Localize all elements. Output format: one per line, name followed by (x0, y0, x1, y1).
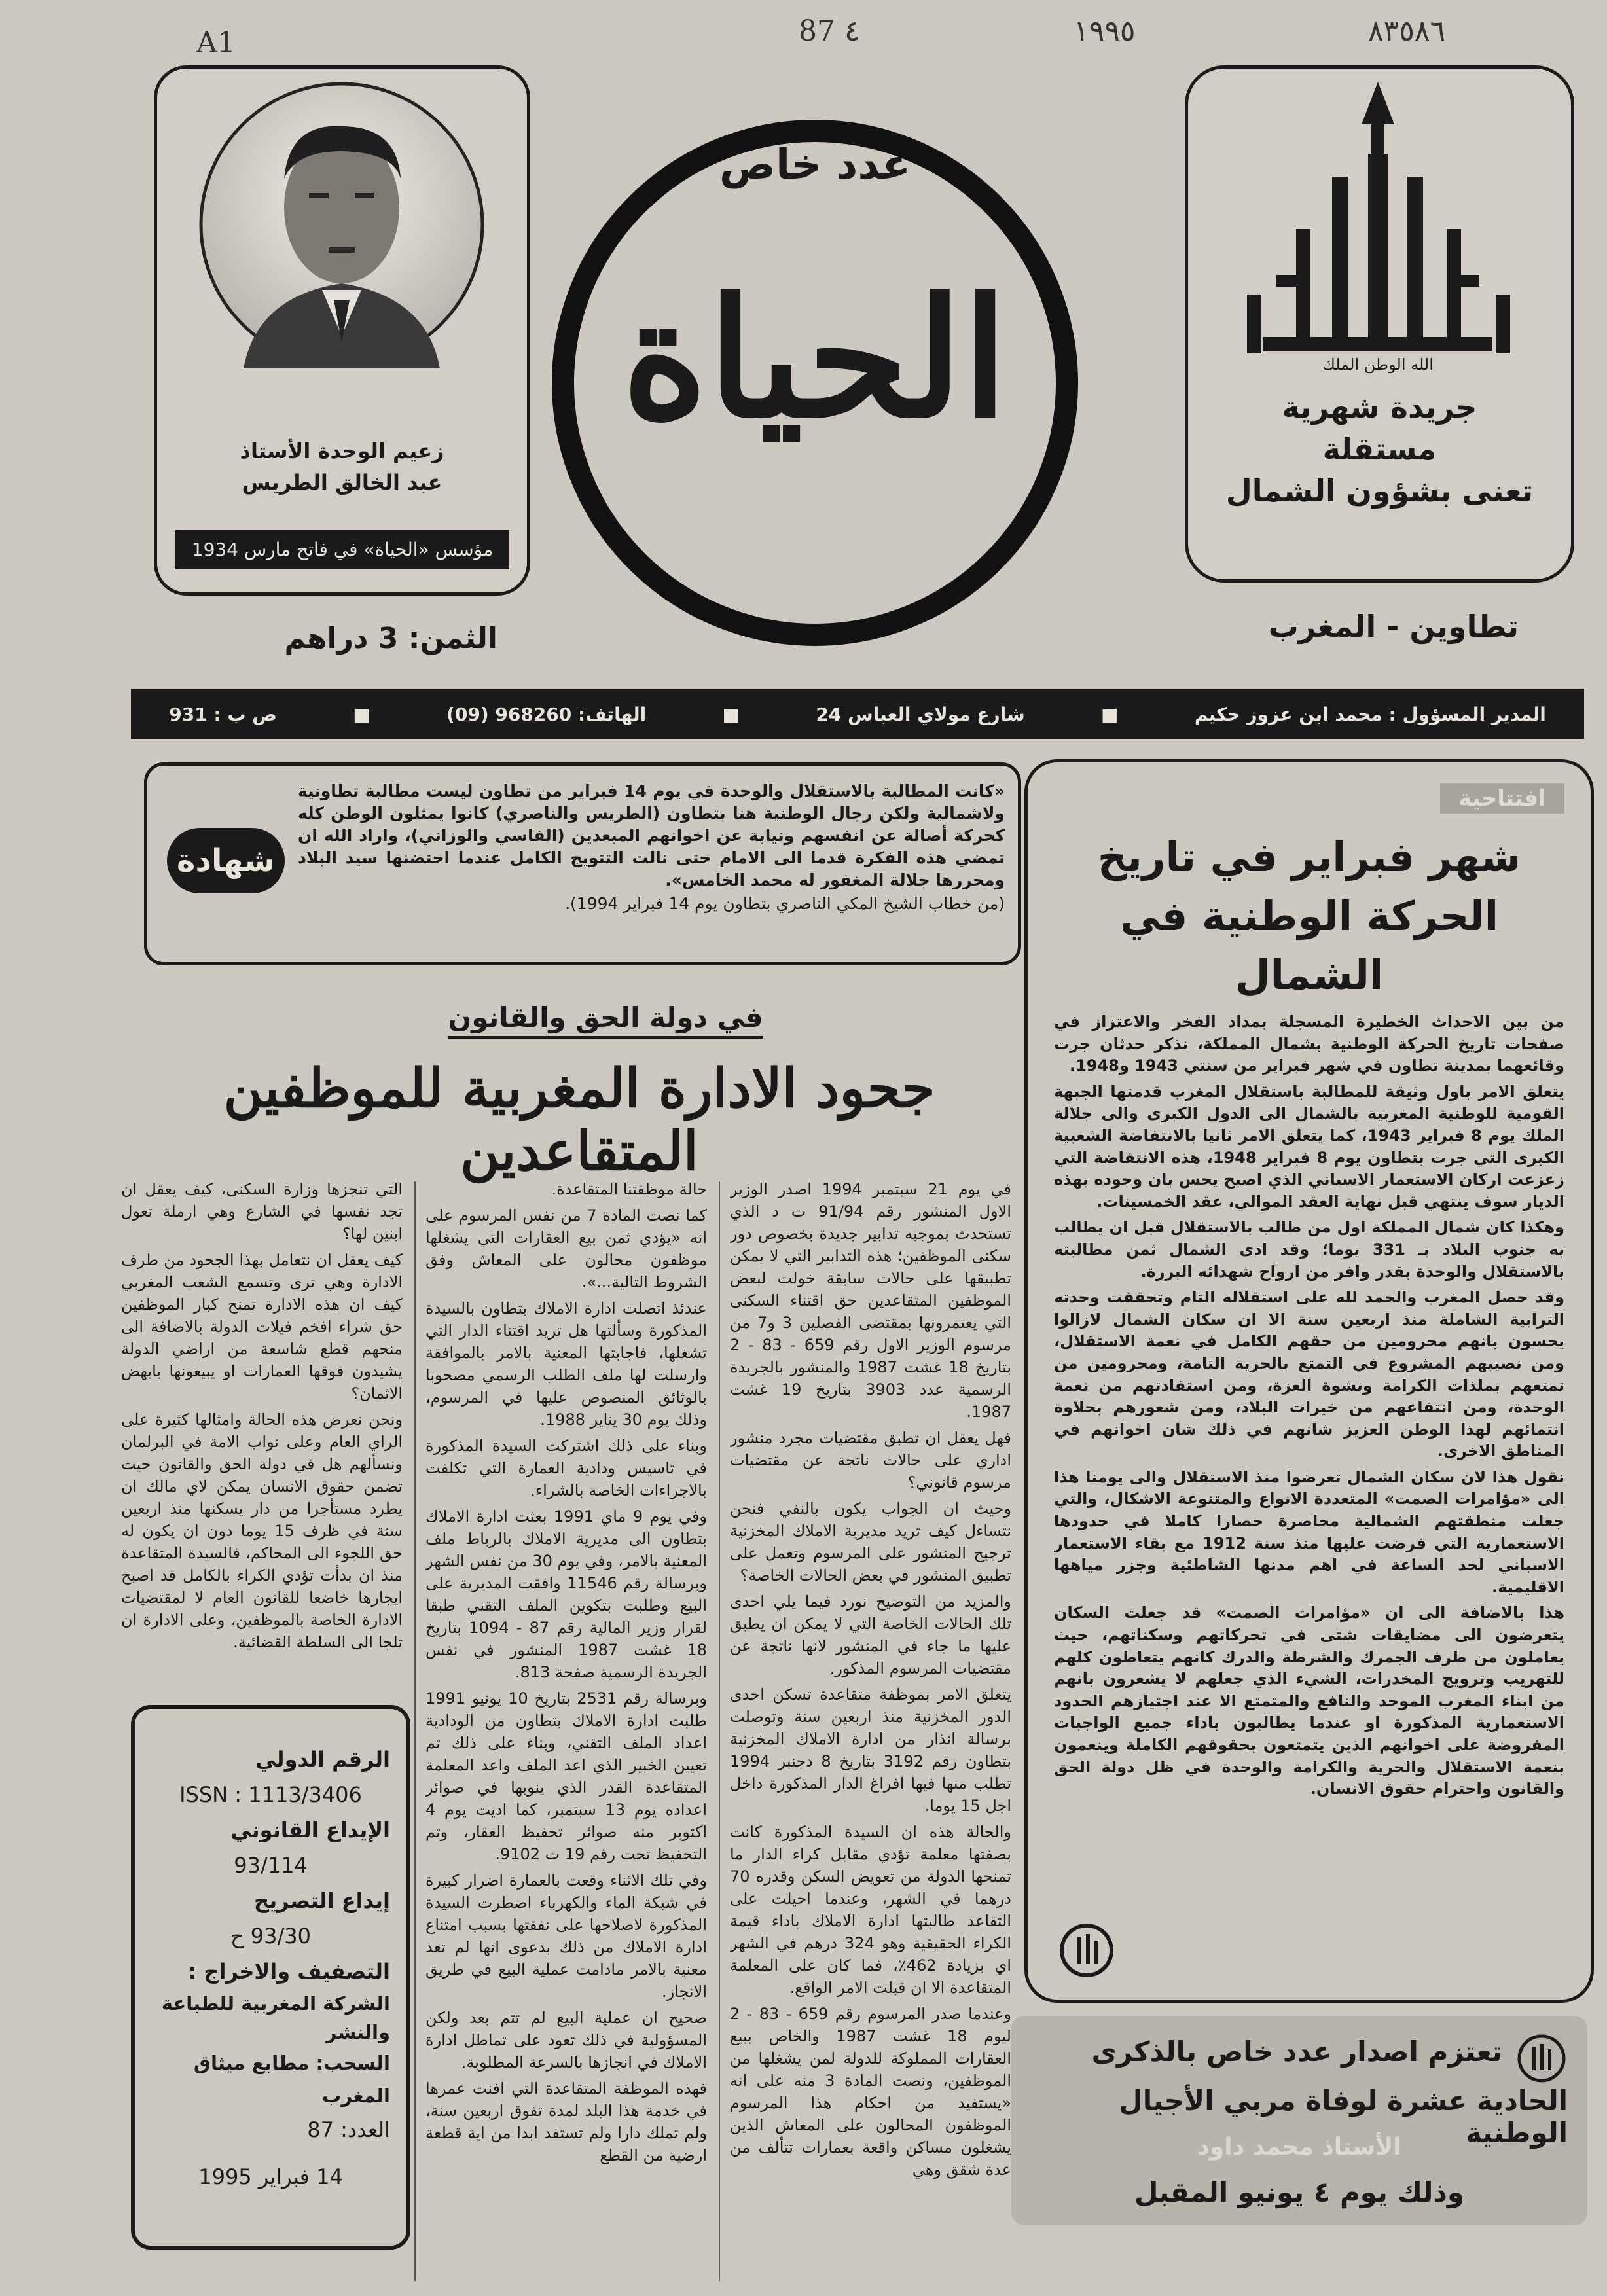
testimony-label: شهادة (167, 828, 285, 893)
editorial-paragraph: وقد حصل المغرب والحمد لله على استقلاله التام وتحققت وحدته الترابية الشاملة منذ اربعين سنة الا ان سكان الشمال لازالوا يحسون بانهم محرومين من حقهم الكامل في نعمة الاستقلال، ومن نصيبهم المشروع في التمتع بالحرية التامة، ومحرومين من تمتعهم بملذات الكرامة ونشوة العزة، ومن استفادتهم من نعمة الوحدة، ومن انتفاعهم من خيرات البلاد، ومن شعورهم بحلاوة انتمائهم لهذا الوطن العزيز شانهم في ذلك شان اخوانهم في المناطق الاخرى. (1054, 1288, 1564, 1461)
article-paragraph: التي تنجزها وزارة السكنى، كيف يعقل ان تجد نفسها في الشارع وهي ارملة تعول ابنين لها؟ (121, 1180, 403, 1243)
editorial-label: افتتاحية (1440, 783, 1564, 814)
imprint-issn-label: الرقم الدولي (255, 1747, 390, 1772)
imprint-permit: 93/30 ح (230, 1924, 312, 1948)
editorial-paragraph: وهكذا كان شمال المملكة اول من طالب بالاستقلال قبل ان يطالب به جنوب البلاد بـ 331 يوما؛ وقد ادى الشمال ثمن مطالبته بالاستقلال والوحدة بقدر وافر من ارواح شهدائه البررة. (1054, 1218, 1564, 1281)
article-paragraph: في يوم 21 سبتمبر 1994 اصدر الوزير الاول المنشور رقم 91/94 ت د الذي تستحدث بموجبه تدابير جديدة بخصوص دور سكنى الموظفين؛ هذه التدابير التي لا يمكن تطبيقها على حالات سابقة خولت لبعض الموظفين المتقاعدين حق اقتناء السكنى التي يعتمرونها بمقتضى الفصلين 3 و7 من مرسوم الوزير الاول رقم 659 - 83 - 2 بتاريخ 18 غشت 1987 والمنشور بالجريدة الرسمية عدد 3903 بتاريخ 19 غشت 1987. (730, 1180, 1011, 1421)
article-paragraph: عندئذ اتصلت ادارة الاملاك بتطاون بالسيدة المذكورة وسألتها هل تريد اقتناء الدار التي تشغلها، فاجابتها المعنية بالامر بالموافقة وارسلت لها ملف الطلب الرسمي مصحوبا بالوثائق المنصوص عليها في المرسوم، وذلك يوم 30 يناير 1988. (425, 1299, 707, 1429)
info-bullet: ■ (353, 703, 370, 725)
article-paragraph: وفي تلك الاثناء وقعت بالعمارة اضرار كبيرة في شبكة الماء والكهرباء اضطرت السيدة المذكورة لاصلاحها على نفقتها بسبب امتناع ادارة الاملاك من ذلك بدعوى انها لم تعد معنية بالامر مادامت عملية البيع في طريق الانجاز. (425, 1871, 707, 2001)
article-column-1 (730, 1178, 1011, 2284)
editorial-title-line2: الحركة الوطنية في الشمال (1120, 892, 1498, 999)
portrait-block (154, 65, 530, 596)
article-paragraph: وحيث ان الجواب يكون بالنفي فنحن نتساءل كيف تريد مديرية الاملاك المخزنية ترجيح المنشور على المرسوم وتعمل على تطبيق المنشور في بعض الحالات الخاصة؟ (730, 1499, 1011, 1585)
article-kicker-text: في دولة الحق والقانون (448, 1001, 763, 1039)
article-paragraph: يتعلق الامر بموظفة متقاعدة تسكن احدى الدور المخزنية منذ اربعين سنة وتوصلت برسالة انذار من ادارة الاملاك المخزنية بتطاون رقم 3192 بتاريخ 8 دجنبر 1994 تطلب منها فيها افراغ الدار المذكورة داخل اجل 15 يوما. (730, 1685, 1011, 1815)
imprint-legal-label: الإيداع القانوني (230, 1818, 390, 1842)
info-phone: الهاتف: 968260 (09) (446, 703, 647, 725)
article-column-3 (121, 1178, 403, 1676)
memorial-line2: الحادية عشرة لوفاة مربي الأجيال الوطنية (1119, 2085, 1568, 2149)
article-paragraph: والمزيد من التوضيح نورد فيما يلي احدى تلك الحالات الخاصة التي لا يمكن ان يطبق عليها ما جاء في المنشور لانها ناتجة عن مقتضيات المرسوم المذكور. (730, 1592, 1011, 1677)
testimony-box (144, 762, 1021, 965)
tagline-monthly: جريدة شهرية (1282, 389, 1477, 425)
article-headline: جحود الادارة المغربية للموظفين المتقاعدين (223, 1057, 935, 1183)
emblem-calligraphy-icon (1237, 79, 1519, 373)
portrait-caption-title: زعيم الوحدة الأستاذ (240, 439, 444, 463)
column-rule (719, 1181, 720, 2281)
editorial-paragraph: يتعلق الامر باول وثيقة للمطالبة باستقلال المغرب قدمتها الجبهة القومية للوطنية المغربية بالشمال الى الدول الكبرى والى جلالة الملك يوم 8 فبراير 1943، كما يتعلق الامر ثانيا بالانتفاضة الشعبية الكبرى التي جرت بتطاون يوم 8 فبراير 1948، هذه الانتفاضة التي زعزعت اركان الاستعمار الاسباني الذي اصبح يحس بان وجوده بهذه الديار سوف ينتهي قبل نهاية العقد الموالي، عقد الخمسينات. (1054, 1082, 1564, 1211)
article-column-2 (425, 1178, 707, 2284)
portrait-photo (198, 81, 486, 368)
article-paragraph: كيف يعقل ان نتعامل بهذا الجحود من طرف الادارة وهي ترى وتسمع الشعب المغربي كيف ان هذه الادارة تمنح كبار الموظفين حق شراء افخم فيلات الدولة بالاضافة الى منحهم قطع شاسعة من اراضي الدولة يشيدون فوقها العمارات او يبيعونها بابهض الاثمان؟ (121, 1251, 403, 1403)
margin-note-ref: A1 (196, 26, 236, 60)
editorial-paragraph: هذا بالاضافة الى ان «مؤامرات الصمت» قد جعلت السكان يتعرضون الى مضايقات شتى في تحركاتهم وسكناتهم، حيث يعاملون من طرف الجمرك والشرطة والدرك كانهم يتعاطون كلهم للتهريب وترويج المخدرات، الشيء الذي جعلهم لا يشعرون بانهم من ابناء المغرب الموحد والنافع والمتمتع الا عند اجتيازهم الحدود الاستعمارية المذكورة او عندما يطالبون باداء جميع الواجبات المفروضة على اخوانهم الذين يتمتعون بحقوقهم الكاملة وينعمون بنعمة الاستقلال والحرية والكرامة والوحدة في ظل دولة الحق والقانون واحترام حقوق الانسان. (1054, 1604, 1564, 1799)
hayat-badge-icon (1515, 2032, 1568, 2085)
imprint-print-label: التصفيف والاخراج : (188, 1959, 390, 1984)
imprint-permit-label: إيداع التصريح (254, 1888, 390, 1913)
article-paragraph: فهذه الموظفة المتقاعدة التي افنت عمرها في خدمة هذا البلد لمدة تفوق اربعين سنة، ولم تملك دارا ولم تستفد ابدا من اية قطعة ارضية من القطع (425, 2079, 707, 2164)
editorial-paragraph: من بين الاحداث الخطيرة المسجلة بمداد الفخر والاعتزاز في صفحات تاريخ الحركة الوطنية بشمال المملكة، نذكر حدثان جرت وقائعهما بمدينة تطاون في شهر فبراير من سنتي 1943 و1948. (1054, 1013, 1564, 1075)
portrait-caption-name: عبد الخالق الطريس (242, 470, 442, 495)
memorial-honoree: الأستاذ محمد داود (1197, 2134, 1401, 2161)
article-kicker (196, 1001, 1015, 1033)
margin-note-year: ١٩٩٥ (1074, 14, 1136, 48)
imprint-press: السحب: مطابع ميثاق المغرب (194, 2052, 390, 2107)
editorial-paragraph: نقول هذا لان سكان الشمال تعرضوا منذ الاستقلال والى يومنا هذا الى «مؤامرات الصمت» المتعددة الانواع والمتنوعة الاشكال، والتي جعلت منطقتهم الشمالية محاصرة حصارا كاملا في حدودها الاستعمارية التي فرضت عليها منذ سنة 1912 مع بقاء الاستعمار الاسباني لحد الساعة في اهم مدنها الشاطئية وجزر مياهها الاقليمية. (1054, 1467, 1564, 1596)
margin-note-issue: 87 ٤ (799, 14, 860, 48)
margin-note-archive: ٨٣٥٨٦ (1368, 14, 1446, 48)
imprint-printer: الشركة المغربية للطباعة والنشر (161, 1992, 390, 2043)
article-paragraph: وفي يوم 9 ماي 1991 بعثت ادارة الاملاك بتطاون الى مديرية الاملاك بالرباط ملف المعنية بالامر، وفي يوم 30 من نفس الشهر وبرسالة رقم 11546 وافقت المديرية على البيع وطلبت بتكوين الملف التقني طبقا لقرار وزير المالية رقم 87 - 1094 بتاريخ 18 غشت 1987 المنشور في نفس الجريدة الرسمية صفحة 813. (425, 1507, 707, 1681)
article-paragraph: وعندما صدر المرسوم رقم 659 - 83 - 2 ليوم 18 غشت 1987 والخاص ببيع العقارات المملوكة للدولة لمن يشغلها من الموظفين، ونصت المادة 3 منه على انه «يستفيد من احكام هذا المرسوم الموظفون المحالون على المعاش الذين يشغلون مساكن واقعة بعمارات تتألف من عدة شقق وهي (730, 2005, 1011, 2179)
info-bullet: ■ (1101, 703, 1119, 725)
logo-block (1185, 65, 1574, 583)
memorial-line1: تعتزم اصدار عدد خاص بالذكرى (1091, 2036, 1502, 2068)
info-pobox: ص ب : 931 (169, 703, 277, 725)
imprint-issue: العدد: 87 (307, 2117, 390, 2142)
article-paragraph: صحيح ان عملية البيع لم تتم بعد ولكن المسؤولية في ذلك تعود على تماطل ادارة الاملاك في انجازها بالسرعة المطلوبة. (425, 2009, 707, 2072)
imprint-date: 14 فبراير 1995 (198, 2164, 343, 2189)
editorial-box (1024, 759, 1594, 2003)
editorial-title-line1: شهر فبراير في تاريخ (1097, 833, 1521, 881)
article-paragraph: كما نصت المادة 7 من نفس المرسوم على انه «يؤدي ثمن بيع العقارات التي يشغلها موظفون محالون على المعاش وفق الشروط التالية...». (425, 1206, 707, 1291)
info-address: شارع مولاي العباس 24 (816, 703, 1025, 725)
founder-note: مؤسس «الحياة» في فاتح مارس 1934 (175, 530, 509, 569)
article-paragraph: وبناء على ذلك اشتركت السيدة المذكورة في تاسيس ودادية العمارة التي تكلفت بالاجراءات الخاصة بالشراء. (425, 1437, 707, 1499)
masthead-title: الحياة (622, 262, 1008, 454)
emblem-text: الله الوطن الملك (1322, 355, 1434, 373)
testimony-quote: «كانت المطالبة بالاستقلال والوحدة في يوم 14 فبراير من تطاون ليست مطالبة تطاونية ولاشمالية ولكن رجال الوطنية هنا بتطاون (الطريس والناصري) كانوا يمثلون الوطن كله كحركة أصالة عن انفسهم ونيابة عن اخوانهم المبعدين (الفاسي والوزاني)، واراد الله ان تمضي هذه الفكرة قدما الى الامام حتى نالت التتويج الكامل عندما احتضنها سيد البلاد ومحررها جلالة المغفور له محمد الخامس». (298, 781, 1005, 889)
memorial-date: وذلك يوم ٤ يونيو المقبل (1134, 2176, 1465, 2208)
article-paragraph: ونحن نعرض هذه الحالة وامثالها كثيرة على الراي العام وعلى نواب الامة في البرلمان ونسألهم هل في دولة الحق والقانون حيث تضمن حقوق الانسان يمكن لاي مالك ان يطرد مستأجرا من دار يسكنها منذ اربعين سنة في ظرف 15 يوما دون ان يكون له حق اللجوء الى المحاكم، فالسيدة المتقاعدة منذ ان بدأت تؤدي الكراء بالكامل قد اصبح ايجارها خاضعا للقانون العام لا لمقتضيات الادارة الخاصة بالموظفين، وعلى الادارة ان تلجا الى السلطة القضائية. (121, 1410, 403, 1651)
column-rule (414, 1181, 416, 2281)
masthead (543, 111, 1087, 655)
imprint-box (131, 1705, 410, 2250)
price-label: الثمن: 3 دراهم (284, 622, 497, 655)
tagline-north: تعنى بشؤون الشمال (1225, 473, 1534, 509)
article-paragraph: وبرسالة رقم 2531 بتاريخ 10 يونيو 1991 طلبت ادارة الاملاك بتطاون من الودادية اعداد الملف التقني، وبناء على ذلك تم تعيين الخبير الذي اعد الملف واعد المعلمة المتقاعدة القدر الذي ينوبها في صوائر اعداده يوم 13 سبتمبر، كما اديت يوم 4 اكتوبر منه صوائر تحفيظ العقار، وتم التحفيظ تحت رقم 19 ت 9102. (425, 1689, 707, 1863)
imprint-legal: 93/114 (234, 1853, 308, 1878)
article-paragraph: فهل يعقل ان تطبق مقتضيات مجرد منشور اداري على حالات ناتجة عن مقتضيات مرسوم قانوني؟ (730, 1429, 1011, 1492)
city-label: تطاوين - المغرب (1268, 609, 1519, 644)
tagline-independent: مستقلة (1322, 431, 1437, 467)
testimony-source: (من خطاب الشيخ المكي الناصري بتطاون يوم 14 فبراير 1994). (565, 894, 1005, 913)
info-bullet: ■ (722, 703, 740, 725)
article-paragraph: حالة موظفتنا المتقاعدة. (551, 1180, 707, 1198)
imprint-issn: ISSN : 1113/3406 (179, 1782, 362, 1807)
info-director: المدير المسؤول : محمد ابن عزوز حكيم (1194, 703, 1546, 725)
info-bar (131, 689, 1584, 739)
special-issue-label: عدد خاص (719, 141, 911, 189)
memorial-notice (1011, 2016, 1587, 2225)
article-paragraph: والحالة هذه ان السيدة المذكورة كانت بصفتها معلمة تؤدي مقابل كراء الدار ما تمنحها الدولة من تعويض السكن وقدره 70 درهما في الشهر، وعندما احيلت على التقاعد طالبتها ادارة الاملاك باداء قيمة الكراء الحقيقية وهو 324 درهم في الشهر اي بزيادة 462٪، فما كان على المعلمة المتقاعدة الا ان قبلت الامر الواقع. (730, 1823, 1011, 1997)
hayat-mini-logo-icon (1057, 1921, 1116, 1980)
